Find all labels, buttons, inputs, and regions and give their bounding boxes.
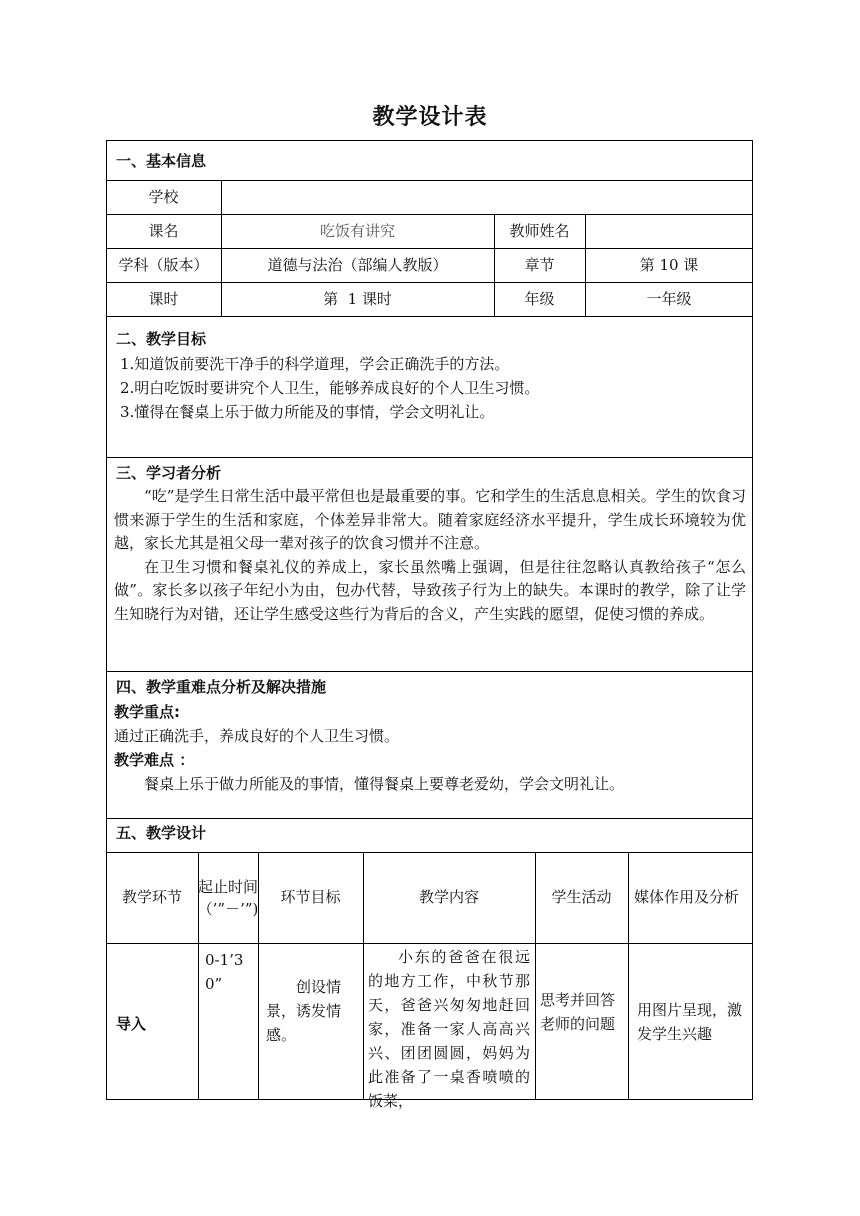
header-stage: 教学环节 [121,888,182,906]
grade-label: 年级 [524,289,555,308]
row-goal: 创设情景，诱发情感。 [266,978,342,1044]
header-goal: 环节目标 [280,888,341,906]
grade-value: 一年级 [646,289,692,308]
chapter-label: 章节 [524,255,555,274]
subject-label: 学科（版本） [118,255,209,274]
divider [106,316,753,317]
paragraph: 在卫生习惯和餐桌礼仪的养成上，家长虽然嘴上强调，但是往往忽略认真教给孩子“怎么做”。家长多以孩子年纪小为由，包办代替，导致孩子行为上的缺失。本课时的教学，除了让学生知晓行为对错，还让学生感受这些行为背后的含义，产生实践的愿望，促使习惯的养成。 [114,557,746,623]
subject-value: 道德与法治（部编人教版） [267,255,448,274]
difficulty-label: 教学难点 ： [114,751,195,769]
school-value [221,180,753,214]
course-label: 课名 [148,221,179,240]
section-heading-design: 五、教学设计 [116,824,207,842]
section-heading-keypoints: 四、教学重难点分析及解决措施 [116,678,327,696]
teacher-value [585,214,753,248]
course-value: 吃饭有讲究 [319,221,395,240]
divider [106,671,753,672]
learner-analysis [114,485,746,626]
goals-list [120,352,745,424]
goal-item: 2.明白吃饭时要讲究个人卫生，能够养成良好的个人卫生习惯。 [120,379,540,397]
row-activity: 思考并回答老师的问题 [540,991,616,1033]
difficulty-text: 餐桌上乐于做力所能及的事情，懂得餐桌上要尊老爱幼，学会文明礼让。 [144,775,625,793]
section-heading-goals: 二、教学目标 [116,330,207,348]
section-heading-learners: 三、学习者分析 [116,464,222,482]
header-content: 教学内容 [418,888,479,906]
keypoints-block [114,700,746,796]
focus-label: 教学重点: [114,703,180,721]
header-activity: 学生活动 [551,888,612,906]
page-title: 教学设计表 [372,105,488,130]
divider [106,818,753,819]
chapter-value: 第 10 课 [639,255,699,274]
section-heading-basic: 一、基本信息 [116,152,207,170]
divider [106,457,753,458]
divider [628,852,629,1100]
row-media: 用图片呈现，激发学生兴趣 [637,1001,743,1043]
row-stage: 导入 [116,1015,147,1033]
period-label: 课时 [148,289,179,308]
header-time: 起止时间（’”－’”) [197,877,259,918]
focus-text: 通过正确洗手，养成良好的个人卫生习惯。 [114,727,400,745]
paragraph: “吃”是学生日常生活中最平常但也是最重要的事。它和学生的生活息息相关。学生的饮食习惯来源于学生的生活和家庭，个体差异非常大。随着家庭经济水平提升，学生成长环境较为优越，家长尤其是祖父母一辈对孩子的饮食习惯并不注意。 [114,487,746,552]
goal-item: 3.懂得在餐桌上乐于做力所能及的事情，学会文明礼让。 [120,403,495,421]
divider [106,943,753,944]
row-time: 0-1’30” [205,951,244,993]
row-content: 小东的爸爸在很远的地方工作，中秋节那天，爸爸兴匆匆地赶回家，准备一家人高高兴兴、团团圆圆，妈妈为此准备了一桌香喷喷的饭菜， [368,948,530,1110]
teacher-label: 教师姓名 [509,221,570,240]
period-value: 第 1 课时 [323,289,392,308]
header-media: 媒体作用及分析 [634,888,740,906]
goal-item: 1.知道饭前要洗干净手的科学道理，学会正确洗手的方法。 [120,355,510,373]
school-label: 学校 [148,187,179,206]
